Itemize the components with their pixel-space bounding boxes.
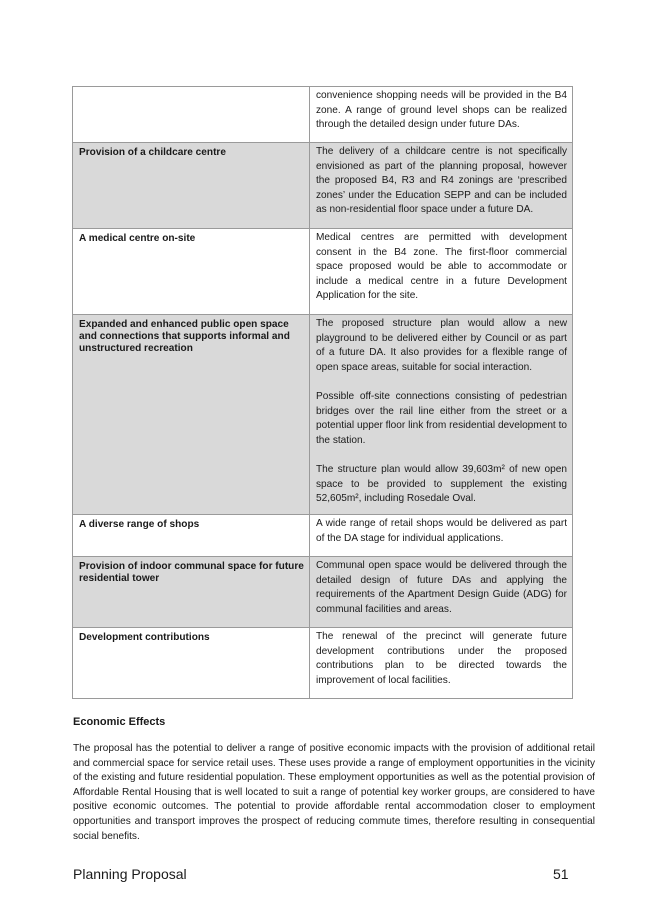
description-paragraph: Communal open space would be delivered through the detailed design of future DAs and applying the requirements of the Apartment Design Guide (ADG) for communal facilities and areas. [316, 560, 567, 615]
row-label: Expanded and enhanced public open space and connections that supports informal and unstructured recreation [73, 315, 310, 515]
description-paragraph: convenience shopping needs will be provided in the B4 zone. A range of ground level shops can be realized through the detailed design under future DAs. [316, 90, 567, 131]
description-paragraph: The delivery of a childcare centre is not specifically envisioned as part of the planning proposal, however the proposed B4, R3 and R4 zonings are ‘prescribed zones’ under the Education SEPP and can be included as non-residential floor space under a future DA. [316, 146, 567, 216]
row-description [310, 315, 573, 515]
description-paragraph: Medical centres are permitted with development consent in the B4 zone. The first-floor commercial space proposed would be able to accommodate or include a medical centre in a future Development Application for the site. [316, 232, 567, 302]
description-paragraph: A wide range of retail shops would be delivered as part of the DA stage for individual applications. [316, 518, 567, 544]
row-description [310, 87, 573, 143]
requirements-table [72, 86, 573, 699]
table-row [73, 87, 573, 143]
table-row [73, 315, 573, 515]
row-label [73, 87, 310, 143]
description-paragraph: The structure plan would allow 39,603m² of new open space to be provided to supplement the existing 52,605m², including Rosedale Oval. [316, 463, 567, 505]
page-number: 51 [553, 866, 569, 882]
description-paragraph: The renewal of the precinct will generate future development contributions under the proposed contributions plan to be directed towards the improvement of local facilities. [316, 631, 567, 686]
table-row [73, 515, 573, 557]
table-row [73, 143, 573, 229]
description-paragraph: Possible off-site connections consisting of pedestrian bridges over the rail line either from the street or a potential upper floor link from residential development to the station. [316, 390, 567, 446]
row-description [310, 628, 573, 699]
description-paragraph: The proposed structure plan would allow a new playground to be delivered either by Council or as part of a future DA. It also provides for a flexible range of open space areas, suitable for social interaction. [316, 318, 567, 373]
row-label: Provision of a childcare centre [73, 143, 310, 229]
row-description [310, 557, 573, 628]
row-label: A diverse range of shops [73, 515, 310, 557]
row-description [310, 143, 573, 229]
table-row [73, 628, 573, 699]
section-body: The proposal has the potential to deliver a range of positive economic impacts with the provision of additional retail and commercial space for service retail uses. These uses provide a range of employment opportunities in the vicinity of the existing and future residential population. These employment opportunities as well as the potential provision of Affordable Rental Housing that is well located to suit a range of potential key worker groups, are considered to have positive economic outcomes. The potential to provide affordable rental accommodation closer to employment opportunities and transport improves the prospect of reducing commute times, therefore resulting in consequential social benefits. [73, 743, 595, 842]
row-description [310, 515, 573, 557]
footer-title: Planning Proposal [73, 866, 187, 882]
row-label: A medical centre on-site [73, 229, 310, 315]
row-description [310, 229, 573, 315]
section-heading: Economic Effects [73, 716, 166, 728]
table-row [73, 229, 573, 315]
table-row [73, 557, 573, 628]
row-label: Provision of indoor communal space for future residential tower [73, 557, 310, 628]
row-label: Development contributions [73, 628, 310, 699]
